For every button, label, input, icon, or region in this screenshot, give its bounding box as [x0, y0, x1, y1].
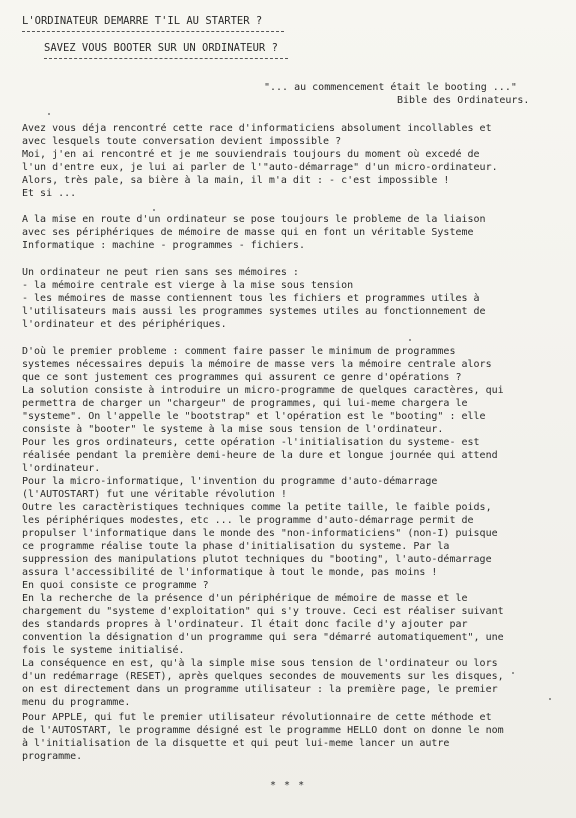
paragraph-4-line: assura l'accessibilité de l'informatique à tout le monde, pas moins !: [22, 567, 438, 578]
paragraph-4-line: (l'AUTOSTART) fut une véritable révolution !: [22, 489, 287, 500]
paragraph-3-line: l'utilisateurs mais aussi les programmes systemes utiles au fonctionnement de: [22, 306, 486, 317]
paragraph-4-line: Outre les caractèristiques techniques comme la petite taille, le faible poids,: [22, 502, 492, 513]
paragraph-1-line: l'un d'entre eux, je lui ai parler de l'"auto-démarrage" d'un micro-ordinateur.: [22, 162, 498, 173]
paragraph-4-line: des standards propres à l'ordinateur. Il était donc facile d'y ajouter par: [22, 619, 468, 630]
paragraph-4-line: D'où le premier probleme : comment faire passer le minimum de programmes: [22, 346, 456, 357]
paragraph-3-line: l'ordinateur et des périphériques.: [22, 319, 227, 330]
paragraph-2-line: A la mise en route d'un ordinateur se pose toujours le probleme de la liaison: [22, 214, 486, 225]
epigraph-quote: "... au commencement était le booting ...": [264, 82, 517, 93]
paragraph-4-line: En quoi consiste ce programme ?: [22, 580, 209, 591]
paragraph-4-line: En la recherche de la présence d'un périphérique de mémoire de masse et le: [22, 593, 468, 604]
paragraph-4-line: de l'AUTOSTART, le programme désigné est le programme HELLO dont on donne le nom: [22, 725, 504, 736]
paper-speck: [153, 209, 155, 211]
subtitle-underline: [44, 58, 288, 59]
paper-speck: [549, 698, 551, 700]
document-subtitle: SAVEZ VOUS BOOTER SUR UN ORDINATEUR ?: [44, 42, 278, 54]
paragraph-4-line: d'un redémarrage (RESET), après quelques secondes de mouvements sur les disques,: [22, 671, 504, 682]
paragraph-4-line: que ce sont justement ces programmes qui assurent ce genre d'opérations ?: [22, 372, 462, 383]
paragraph-1-line: Avez vous déja rencontré cette race d'informaticiens absolument incollables et: [22, 123, 492, 134]
paragraph-4-line: consiste à "booter" le systeme à la mise sous tension de l'ordinateur.: [22, 424, 444, 435]
paragraph-4-line: permettra de charger un "chargeur" de programmes, qui lui-meme chargera le: [22, 398, 468, 409]
paragraph-4-line: Pour la micro-informatique, l'invention du programme d'auto-démarrage: [22, 476, 438, 487]
paragraph-2-line: avec ses périphériques de mémoire de masse qui en font un véritable Systeme: [22, 227, 474, 238]
paragraph-4-line: convention la désignation d'un programme qui sera "démarré automatiquement", une: [22, 632, 504, 643]
paragraph-4-line: Pour APPLE, qui fut le premier utilisateur révolutionnaire de cette méthode et: [22, 712, 492, 723]
paragraph-3-line: - la mémoire centrale est vierge à la mise sous tension: [22, 280, 354, 291]
paragraph-4-line: systemes nécessaires depuis la mémoire de masse vers la mémoire centrale alors: [22, 359, 492, 370]
paragraph-4-line: programme.: [22, 751, 83, 762]
end-mark: * * *: [270, 780, 306, 791]
paragraph-4-line: "systeme". On l'appelle le "bootstrap" et l'opération est le "booting" : elle: [22, 411, 486, 422]
paragraph-1-line: Moi, j'en ai rencontré et je me souviendrais toujours du moment où excedé de: [22, 149, 480, 160]
title-underline: [22, 31, 284, 32]
paragraph-4-line: propulser l'informatique dans le monde des "non-informaticiens" (non-I) puisque: [22, 528, 498, 539]
epigraph-source: Bible des Ordinateurs.: [397, 95, 530, 106]
paragraph-4-line: à l'initialisation de la disquette et qui peut lui-meme lancer un autre: [22, 738, 450, 749]
paragraph-4-line: fois le systeme initialisé.: [22, 645, 185, 656]
paragraph-4-line: La solution consiste à introduire un micro-programme de quelques caractères, qui: [22, 385, 504, 396]
paragraph-4-line: l'ordinateur.: [22, 463, 101, 474]
paragraph-3-line: - les mémoires de masse contiennent tous les fichiers et programmes utiles à: [22, 293, 480, 304]
paragraph-2-line: Informatique : machine - programmes - fichiers.: [22, 240, 305, 251]
paragraph-4-line: les périphériques modestes, etc ... le programme d'auto-démarrage permit de: [22, 515, 474, 526]
paragraph-4-line: ce programme réalise toute la phase d'initialisation du systeme. Par la: [22, 541, 450, 552]
paper-speck: [409, 339, 411, 341]
paragraph-4-line: suppression des manipulations plutot techniques du "booting", l'auto-démarrage: [22, 554, 492, 565]
document-title: L'ORDINATEUR DEMARRE T'IL AU STARTER ?: [22, 15, 263, 27]
paragraph-4-line: Pour les gros ordinateurs, cette opération -l'initialisation du systeme- est: [22, 437, 480, 448]
paragraph-1-line: Alors, très pale, sa bière à la main, il m'a dit : - c'est impossible !: [22, 175, 450, 186]
paragraph-1-line: Et si ...: [22, 188, 77, 199]
paragraph-4-line: menu du programme.: [22, 697, 131, 708]
paper-speck: [48, 113, 50, 115]
paragraph-4-line: on est directement dans un programme utilisateur : la première page, le premier: [22, 684, 498, 695]
paragraph-4-line: réalisée pendant la première demi-heure de la dure et longue journée qui attend: [22, 450, 498, 461]
paragraph-1-line: avec lesquels toute conversation devient impossible ?: [22, 136, 342, 147]
paper-speck: [512, 672, 514, 674]
paragraph-3-line: Un ordinateur ne peut rien sans ses mémoires :: [22, 267, 299, 278]
paragraph-4-line: La conséquence en est, qu'à la simple mise sous tension de l'ordinateur ou lors: [22, 658, 498, 669]
paragraph-4-line: chargement du "systeme d'exploitation" qui s'y trouve. Ceci est réaliser suivant: [22, 606, 504, 617]
